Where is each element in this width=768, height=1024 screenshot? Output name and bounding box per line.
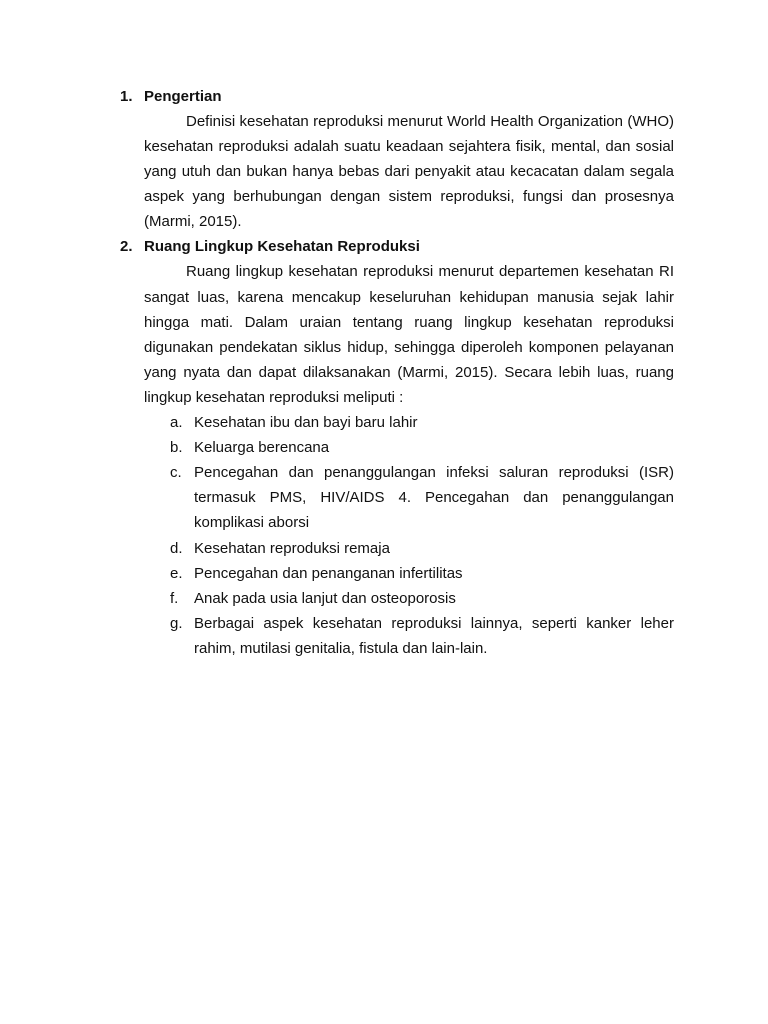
- section-pengertian: [120, 84, 674, 234]
- list-item-text: Kesehatan ibu dan bayi baru lahir: [194, 414, 418, 432]
- list-marker: a.: [170, 414, 183, 432]
- list-marker: d.: [170, 539, 183, 557]
- list-item: [144, 586, 674, 611]
- list-item: [144, 561, 674, 586]
- section-paragraph: Ruang lingkup kesehatan reproduksi menurut departemen kesehatan RI sangat luas, karena mencakup keseluruhan kehidupan manusia sejak lahir hingga mati. Dalam uraian tentang ruang lingkup kesehatan reproduksi digunakan pendekatan siklus hidup, sehingga diperoleh komponen pelayanan yang nyata dan dapat dilaksanakan (Marmi, 2015). Secara lebih luas, ruang lingkup kesehatan reproduksi meliputi :: [144, 263, 674, 406]
- list-item: [144, 410, 674, 435]
- section-number: 1.: [120, 88, 133, 105]
- section-heading: [120, 234, 674, 259]
- section-ruang-lingkup: [120, 234, 674, 661]
- section-title: Pengertian: [144, 88, 222, 105]
- list-marker: f.: [170, 589, 179, 607]
- list-marker: b.: [170, 439, 183, 457]
- document-body: [120, 84, 674, 661]
- list-item-text: Anak pada usia lanjut dan osteoporosis: [194, 589, 456, 607]
- list-item-text: Keluarga berencana: [194, 439, 330, 457]
- list-marker: e.: [170, 564, 183, 582]
- scope-list: [144, 410, 674, 661]
- list-marker: c.: [170, 464, 182, 482]
- list-marker: g.: [170, 614, 183, 632]
- list-item-text: Kesehatan reproduksi remaja: [194, 539, 390, 557]
- list-item: [144, 611, 674, 661]
- section-paragraph: Definisi kesehatan reproduksi menurut World Health Organization (WHO) kesehatan reproduksi adalah suatu keadaan sejahtera fisik, mental, dan sosial yang utuh dan bukan hanya bebas dari penyakit atau kecacatan dalam segala aspek yang berhubungan dengan sistem reproduksi, fungsi dan prosesnya (Marmi, 2015).: [144, 113, 674, 231]
- list-item-text: Berbagai aspek kesehatan reproduksi lainnya, seperti kanker leher rahim, mutilasi genitalia, fistula dan lain-lain.: [194, 614, 674, 657]
- list-item: [144, 460, 674, 535]
- list-item-text: Pencegahan dan penanggulangan infeksi saluran reproduksi (ISR) termasuk PMS, HIV/AIDS 4. Pencegahan dan penanggulangan komplikasi aborsi: [194, 464, 674, 532]
- list-item: [144, 536, 674, 561]
- section-title: Ruang Lingkup Kesehatan Reproduksi: [144, 238, 420, 256]
- list-item-text: Pencegahan dan penanganan infertilitas: [194, 564, 463, 582]
- list-item: [144, 435, 674, 460]
- section-heading: [120, 84, 674, 109]
- section-number: 2.: [120, 238, 133, 256]
